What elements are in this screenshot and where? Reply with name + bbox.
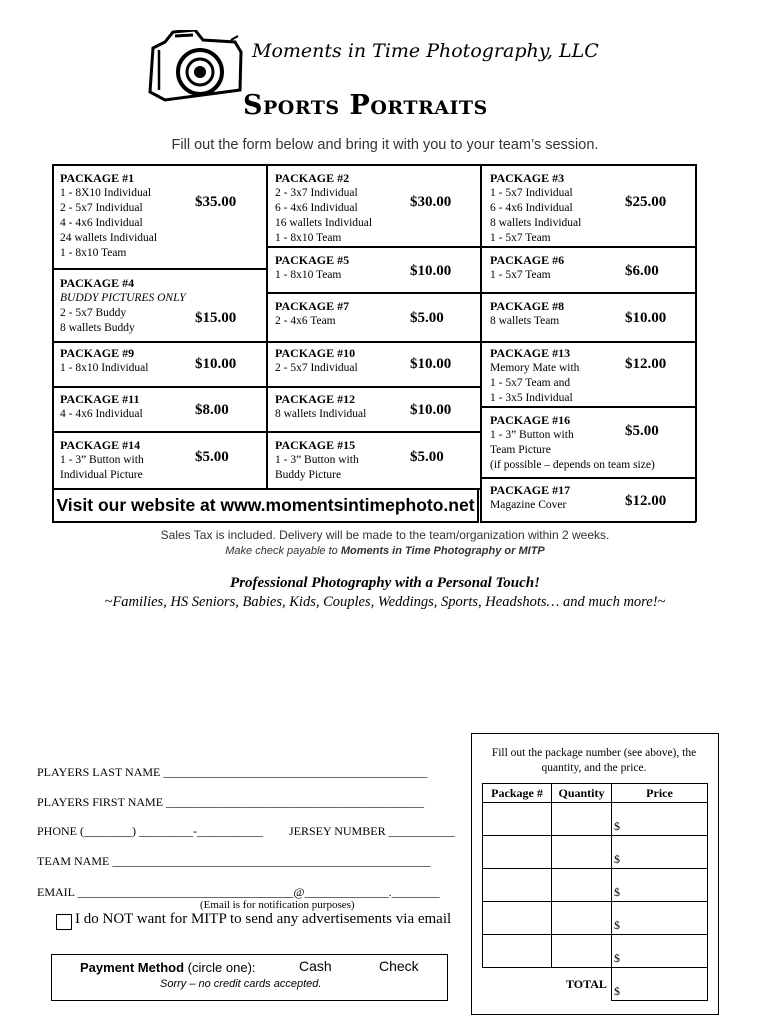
package-item: 8 wallets Individual xyxy=(490,217,582,229)
package-13 xyxy=(490,346,579,406)
package-item: 2 - 4x6 Team xyxy=(275,315,336,327)
package-item: 2 - 3x7 Individual xyxy=(275,187,358,199)
package-price: $15.00 xyxy=(195,310,237,326)
order-package-input[interactable] xyxy=(482,835,552,869)
order-price-input[interactable] xyxy=(611,868,708,902)
package-item: 1 - 3” Button with xyxy=(60,454,144,466)
package-16 xyxy=(490,413,655,473)
payment-method-label xyxy=(80,960,256,975)
package-item: 1 - 3” Button with xyxy=(490,429,574,441)
package-10 xyxy=(275,346,358,376)
package-3 xyxy=(490,171,581,246)
package-7 xyxy=(275,299,349,329)
package-item: 8 wallets Team xyxy=(490,315,560,327)
package-14 xyxy=(60,438,144,483)
package-6 xyxy=(490,253,564,283)
package-price: $8.00 xyxy=(195,402,229,418)
package-2 xyxy=(275,171,372,246)
package-price: $30.00 xyxy=(410,194,452,210)
order-quantity-input[interactable] xyxy=(551,835,612,869)
jersey-number-field[interactable]: JERSEY NUMBER ___________ xyxy=(289,824,455,838)
order-total-input[interactable] xyxy=(611,967,708,1001)
dollar-sign: $ xyxy=(614,984,620,998)
order-quantity-input[interactable] xyxy=(551,802,612,836)
services-list: ~Families, HS Seniors, Babies, Kids, Couples, Weddings, Sports, Headshots… and much more!~ xyxy=(104,594,666,610)
package-item: 2 - 5x7 Individual xyxy=(275,362,358,374)
package-price: $5.00 xyxy=(625,423,659,439)
package-item: 8 wallets Individual xyxy=(275,408,367,420)
package-item: 2 - 5x7 Individual xyxy=(60,202,143,214)
package-subtitle: BUDDY PICTURES ONLY xyxy=(60,292,186,304)
package-item: 24 wallets Individual xyxy=(60,232,158,244)
payment-cash-option[interactable]: Cash xyxy=(299,958,332,974)
package-17 xyxy=(490,483,570,513)
email-note: (Email is for notification purposes) xyxy=(200,899,355,911)
order-price-input[interactable] xyxy=(611,802,708,836)
package-item: 1 - 3” Button with xyxy=(275,454,359,466)
first-name-field[interactable]: PLAYERS FIRST NAME ___________________________________________ xyxy=(37,795,425,809)
package-1 xyxy=(60,171,157,261)
order-instructions: Fill out the package number (see above), the quantity, and the price. xyxy=(491,747,697,774)
package-price: $10.00 xyxy=(625,310,667,326)
package-item: 1 - 8x10 Team xyxy=(60,247,127,259)
package-price: $5.00 xyxy=(195,449,229,465)
order-package-input[interactable] xyxy=(482,901,552,935)
dollar-sign: $ xyxy=(614,918,620,932)
package-price: $10.00 xyxy=(410,356,452,372)
tax-note: Sales Tax is included. Delivery will be made to the team/organization within 2 weeks. xyxy=(160,528,610,542)
package-item: 1 - 5x7 Team and xyxy=(490,377,571,389)
package-price: $10.00 xyxy=(410,402,452,418)
package-item: Team Picture xyxy=(490,444,551,456)
package-item: Memory Mate with xyxy=(490,362,580,374)
package-price: $25.00 xyxy=(625,194,667,210)
col-quantity-header: Quantity xyxy=(558,786,605,800)
package-item: 6 - 4x6 Individual xyxy=(490,202,573,214)
team-name-field[interactable]: TEAM NAME _____________________________________________________ xyxy=(37,854,431,868)
package-12 xyxy=(275,392,366,422)
page-title: Sports Portraits xyxy=(243,90,488,121)
optout-checkbox[interactable] xyxy=(56,914,72,930)
package-item: 1 - 5x7 Individual xyxy=(490,187,573,199)
package-4 xyxy=(60,276,186,336)
package-title: PACKAGE #12 xyxy=(275,392,356,406)
col-package-header: Package # xyxy=(491,786,543,800)
package-item: (if possible – depends on team size) xyxy=(490,459,655,471)
package-item: 1 - 8X10 Individual xyxy=(60,187,152,199)
dollar-sign: $ xyxy=(614,852,620,866)
package-title: PACKAGE #4 xyxy=(60,276,135,290)
company-name: Moments in Time Photography, LLC xyxy=(252,40,599,62)
check-note xyxy=(0,545,770,557)
package-item: 1 - 8x10 Individual xyxy=(60,362,149,374)
order-package-input[interactable] xyxy=(482,868,552,902)
order-package-input[interactable] xyxy=(482,802,552,836)
order-quantity-input[interactable] xyxy=(551,868,612,902)
order-quantity-input[interactable] xyxy=(551,901,612,935)
last-name-field[interactable]: PLAYERS LAST NAME ____________________________________________ xyxy=(37,765,428,779)
package-price: $12.00 xyxy=(625,356,667,372)
package-title: PACKAGE #16 xyxy=(490,413,571,427)
package-5 xyxy=(275,253,349,283)
optout-label: I do NOT want for MITP to send any advertisements via email xyxy=(75,911,452,927)
package-item: Magazine Cover xyxy=(490,499,567,511)
package-title: PACKAGE #13 xyxy=(490,346,571,360)
package-item: 1 - 5x7 Team xyxy=(490,269,551,281)
phone-field[interactable]: PHONE (________) _________-___________ xyxy=(37,824,263,838)
check-payee: Moments in Time Photography or MITP xyxy=(340,545,545,557)
email-field[interactable]: EMAIL ____________________________________@______________.________ xyxy=(37,885,440,899)
package-title: PACKAGE #10 xyxy=(275,346,356,360)
package-9 xyxy=(60,346,148,376)
order-package-input[interactable] xyxy=(482,934,552,968)
order-price-input[interactable] xyxy=(611,901,708,935)
package-title: PACKAGE #9 xyxy=(60,346,135,360)
package-item: 2 - 5x7 Buddy xyxy=(60,307,127,319)
col-price-header: Price xyxy=(646,786,673,800)
package-8 xyxy=(490,299,564,329)
payment-method-hint: (circle one): xyxy=(184,960,256,975)
package-item: 1 - 5x7 Team xyxy=(490,232,551,244)
package-title: PACKAGE #2 xyxy=(275,171,350,185)
package-price: $10.00 xyxy=(195,356,237,372)
check-prefix: Make check payable to xyxy=(225,545,341,557)
package-price: $10.00 xyxy=(410,263,452,279)
package-item: 16 wallets Individual xyxy=(275,217,373,229)
package-item: 8 wallets Buddy xyxy=(60,322,135,334)
package-item: 4 - 4x6 Individual xyxy=(60,217,143,229)
slogan: Professional Photography with a Personal Touch! xyxy=(230,575,540,591)
package-item: 1 - 8x10 Team xyxy=(275,232,342,244)
package-price: $35.00 xyxy=(195,194,237,210)
camera-logo-icon xyxy=(145,30,245,105)
package-title: PACKAGE #15 xyxy=(275,438,356,452)
total-label: TOTAL xyxy=(566,977,607,991)
order-price-input[interactable] xyxy=(611,934,708,968)
package-title: PACKAGE #1 xyxy=(60,171,135,185)
package-price: $5.00 xyxy=(410,310,444,326)
package-title: PACKAGE #17 xyxy=(490,483,571,497)
dollar-sign: $ xyxy=(614,951,620,965)
payment-method-title: Payment Method xyxy=(80,960,185,975)
package-title: PACKAGE #5 xyxy=(275,253,350,267)
package-item: 4 - 4x6 Individual xyxy=(60,408,143,420)
package-item: Buddy Picture xyxy=(275,469,342,481)
instructions: Fill out the form below and bring it with you to your team’s session. xyxy=(171,137,599,153)
package-title: PACKAGE #14 xyxy=(60,438,141,452)
package-title: PACKAGE #11 xyxy=(60,392,140,406)
package-price: $6.00 xyxy=(625,263,659,279)
website-banner: Visit our website at www.momentsintimephoto.net xyxy=(52,489,479,523)
package-title: PACKAGE #7 xyxy=(275,299,350,313)
package-price: $12.00 xyxy=(625,493,667,509)
order-quantity-input[interactable] xyxy=(551,934,612,968)
package-11 xyxy=(60,392,143,422)
package-price: $5.00 xyxy=(410,449,444,465)
package-item: 1 - 8x10 Team xyxy=(275,269,342,281)
package-item: Individual Picture xyxy=(60,469,143,481)
payment-check-option[interactable]: Check xyxy=(379,958,419,974)
package-15 xyxy=(275,438,359,483)
package-title: PACKAGE #8 xyxy=(490,299,565,313)
package-item: 1 - 3x5 Individual xyxy=(490,392,573,404)
dollar-sign: $ xyxy=(614,819,620,833)
order-price-input[interactable] xyxy=(611,835,708,869)
package-title: PACKAGE #3 xyxy=(490,171,565,185)
dollar-sign: $ xyxy=(614,885,620,899)
package-title: PACKAGE #6 xyxy=(490,253,565,267)
package-item: 6 - 4x6 Individual xyxy=(275,202,358,214)
payment-note: Sorry – no credit cards accepted. xyxy=(160,978,322,990)
